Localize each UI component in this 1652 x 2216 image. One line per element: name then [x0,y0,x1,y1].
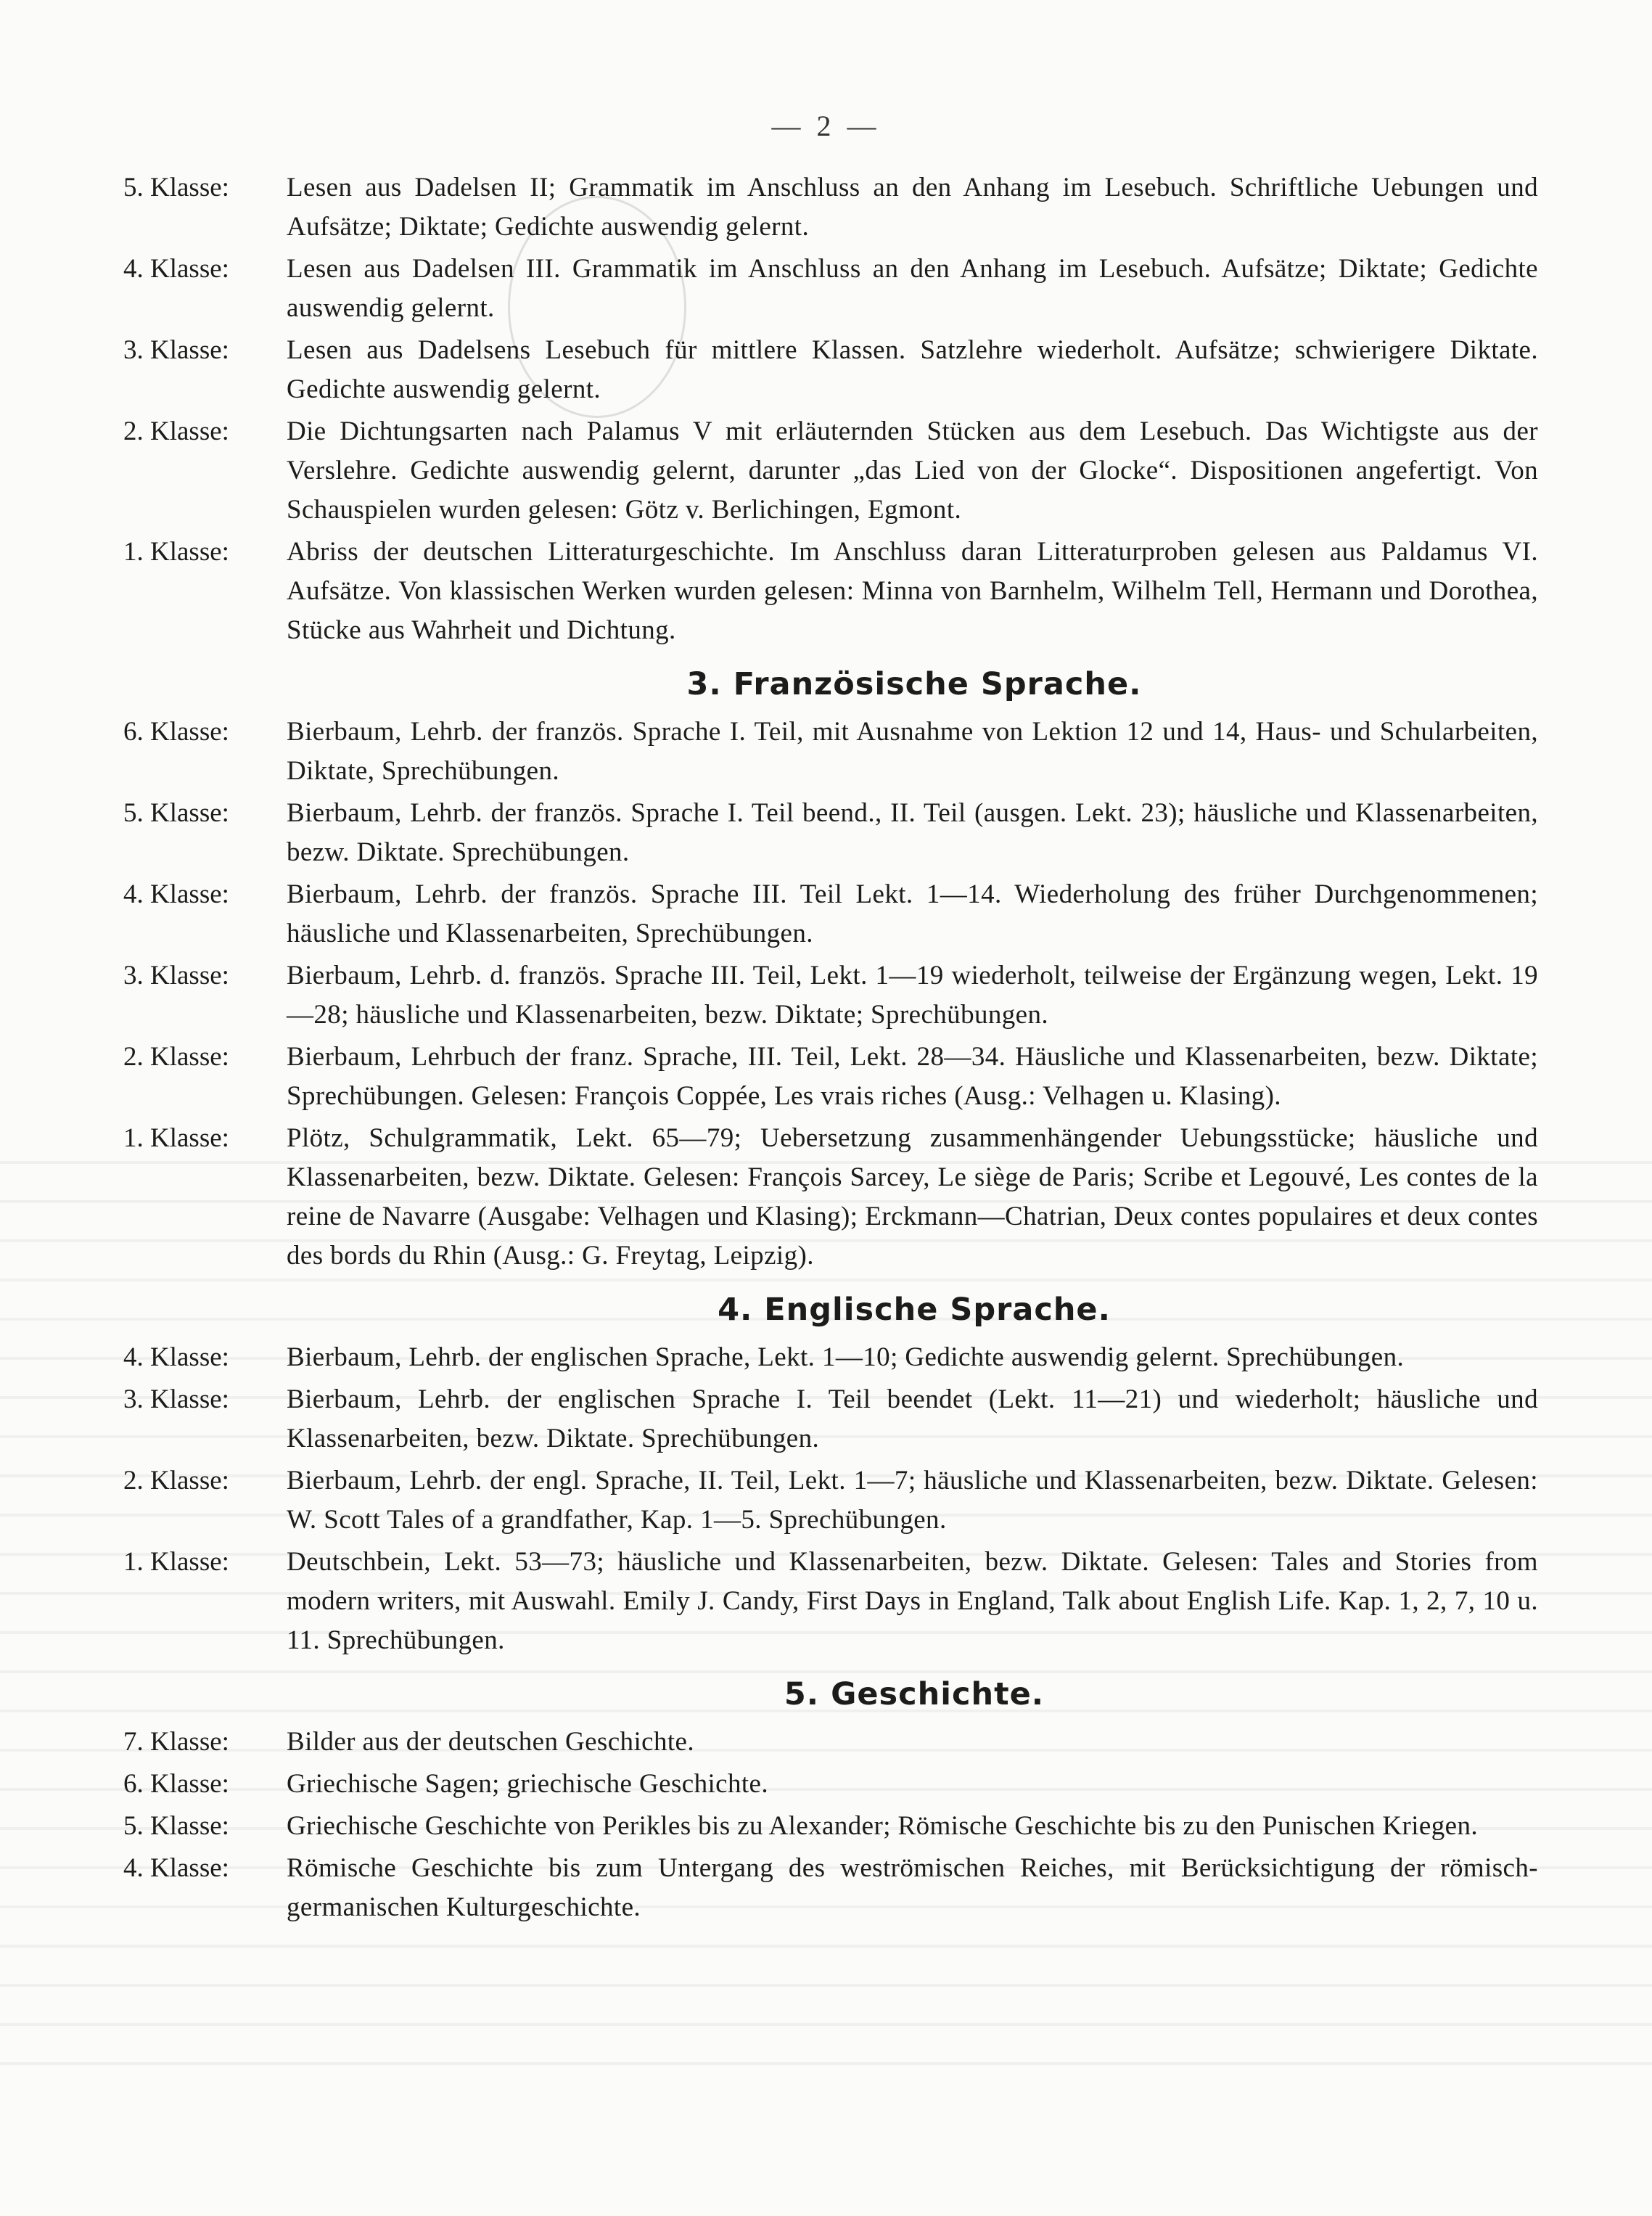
entry-deutsch-2 [123,412,1538,530]
entry-franz-1 [123,1119,1538,1276]
entry-text: Deutschbein, Lekt. 53—73; häusliche und Klassenarbeiten, bezw. Diktate. Gelesen: Tales and Stories from modern writers, mit Auswahl. Emily J. Candy, First Days in England, Talk about English Life. Kap. 1, 2, 7, 10 u. 11. Sprechübungen. [287,1547,1538,1655]
klasse-label: 3. Klasse: [123,335,229,365]
entry-text: Griechische Geschichte von Perikles bis zu Alexander; Römische Geschichte bis zu den Punischen Kriegen. [287,1811,1479,1841]
entry-gesch-4 [123,1849,1538,1927]
entry-text: Bierbaum, Lehrbuch der franz. Sprache, III. Teil, Lekt. 28—34. Häusliche und Klassenarbeiten, bezw. Diktate; Sprechübungen. Gelesen: François Coppée, Les vrais riches (Ausg.: Velhagen u. Klasing). [287,1042,1538,1111]
section-heading: 3. Französische Sprache. [686,666,1142,702]
klasse-label: 2. Klasse: [123,416,229,446]
entry-text: Die Dichtungsarten nach Palamus V mit erläuternden Stücken aus dem Lesebuch. Das Wichtigste aus der Verslehre. Gedichte auswendig gelernt, darunter „das Lied von der Glocke“. Dispositionen angefertigt. Von Schauspielen wurden gelesen: Götz v. Berlichingen, Egmont. [287,416,1538,525]
klasse-label: 4. Klasse: [123,879,229,909]
klasse-label: 5. Klasse: [123,798,229,828]
klasse-label: 3. Klasse: [123,961,229,990]
klasse-label: 1. Klasse: [123,537,229,567]
klasse-label: 2. Klasse: [123,1042,229,1072]
klasse-label: 1. Klasse: [123,1547,229,1577]
section-heading: 5. Geschichte. [784,1676,1045,1712]
entry-text: Lesen aus Dadelsen II; Grammatik im Anschluss an den Anhang im Lesebuch. Schriftliche Uebungen und Aufsätze; Diktate; Gedichte auswendig gelernt. [287,173,1538,242]
klasse-label: 3. Klasse: [123,1384,229,1414]
entry-franz-5 [123,794,1538,872]
entry-deutsch-4 [123,250,1538,328]
entry-deutsch-5 [123,168,1538,247]
entry-engl-2 [123,1461,1538,1540]
entry-text: Bilder aus der deutschen Geschichte. [287,1727,695,1757]
entry-text: Bierbaum, Lehrb. der englischen Sprache, Lekt. 1—10; Gedichte auswendig gelernt. Sprechübungen. [287,1342,1405,1372]
entry-gesch-5 [123,1807,1538,1846]
entry-text: Bierbaum, Lehrb. der französ. Sprache I. Teil beend., II. Teil (ausgen. Lekt. 23); häusliche und Klassenarbeiten, bezw. Diktate. Sprechübungen. [287,798,1538,867]
entry-text: Abriss der deutschen Litteraturgeschichte. Im Anschluss daran Litteraturproben gelesen aus Paldamus VI. Aufsätze. Von klassischen Werken wurden gelesen: Minna von Barnhelm, Wilhelm Tell, Hermann und Dorothea, Stücke aus Wahrheit und Dichtung. [287,537,1538,645]
klasse-label: 4. Klasse: [123,1342,229,1372]
entry-engl-3 [123,1380,1538,1458]
entry-franz-2 [123,1038,1538,1116]
entry-franz-3 [123,956,1538,1035]
klasse-label: 4. Klasse: [123,254,229,284]
klasse-label: 6. Klasse: [123,1769,229,1799]
entry-engl-1 [123,1543,1538,1660]
entry-text: Bierbaum, Lehrb. der engl. Sprache, II. Teil, Lekt. 1—7; häusliche und Klassenarbeiten, bezw. Diktate. Gelesen: W. Scott Tales of a grandfather, Kap. 1—5. Sprechübungen. [287,1466,1538,1535]
entry-text: Bierbaum, Lehrb. der französ. Sprache I. Teil, mit Ausnahme von Lektion 12 und 14, Haus- und Schularbeiten, Diktate, Sprechübungen. [287,717,1538,786]
entry-deutsch-1 [123,533,1538,650]
entry-text: Lesen aus Dadelsen III. Grammatik im Anschluss an den Anhang im Lesebuch. Aufsätze; Diktate; Gedichte auswendig gelernt. [287,254,1538,323]
entry-text: Plötz, Schulgrammatik, Lekt. 65—79; Uebersetzung zusammenhängender Uebungsstücke; häusliche und Klassenarbeiten, bezw. Diktate. Gelesen: François Sarcey, Le siège de Paris; Scribe et Legouvé, Les contes de la reine de Navarre (Ausgabe: Velhagen und Klasing); Erckmann—Chatrian, Deux contes populaires et deux contes des bords du Rhin (Ausg.: G. Freytag, Leipzig). [287,1123,1538,1271]
entry-franz-6 [123,713,1538,791]
entry-gesch-6 [123,1765,1538,1804]
page-content [123,168,1538,1930]
klasse-label: 4. Klasse: [123,1853,229,1883]
klasse-label: 2. Klasse: [123,1466,229,1495]
klasse-label: 5. Klasse: [123,1811,229,1841]
entry-engl-4 [123,1338,1538,1377]
page-number: — 2 — [771,110,881,142]
klasse-label: 5. Klasse: [123,173,229,202]
section-franzoesisch [123,666,1538,1276]
klasse-label: 1. Klasse: [123,1123,229,1153]
klasse-label: 6. Klasse: [123,717,229,747]
entry-deutsch-3 [123,331,1538,409]
section-geschichte [123,1676,1538,1927]
section-englisch [123,1292,1538,1660]
section-deutsch [123,168,1538,650]
entry-text: Bierbaum, Lehrb. der englischen Sprache I. Teil beendet (Lekt. 11—21) und wiederholt; häusliche und Klassenarbeiten, bezw. Diktate. Sprechübungen. [287,1384,1538,1453]
entry-text: Griechische Sagen; griechische Geschichte. [287,1769,769,1799]
entry-text: Bierbaum, Lehrb. der französ. Sprache III. Teil Lekt. 1—14. Wiederholung des früher Durchgenommenen; häusliche und Klassenarbeiten, Sprechübungen. [287,879,1538,948]
entry-text: Lesen aus Dadelsens Lesebuch für mittlere Klassen. Satzlehre wiederholt. Aufsätze; schwierigere Diktate. Gedichte auswendig gelernt. [287,335,1538,404]
entry-text: Römische Geschichte bis zum Untergang des weströmischen Reiches, mit Berücksichtigung der römisch-germanischen Kulturgeschichte. [287,1853,1538,1922]
entry-gesch-7 [123,1723,1538,1762]
entry-text: Bierbaum, Lehrb. d. französ. Sprache III. Teil, Lekt. 1—19 wiederholt, teilweise der Ergänzung wegen, Lekt. 19—28; häusliche und Klassenarbeiten, bezw. Diktate; Sprechübungen. [287,961,1538,1030]
section-heading: 4. Englische Sprache. [718,1292,1111,1328]
klasse-label: 7. Klasse: [123,1727,229,1757]
entry-franz-4 [123,875,1538,953]
